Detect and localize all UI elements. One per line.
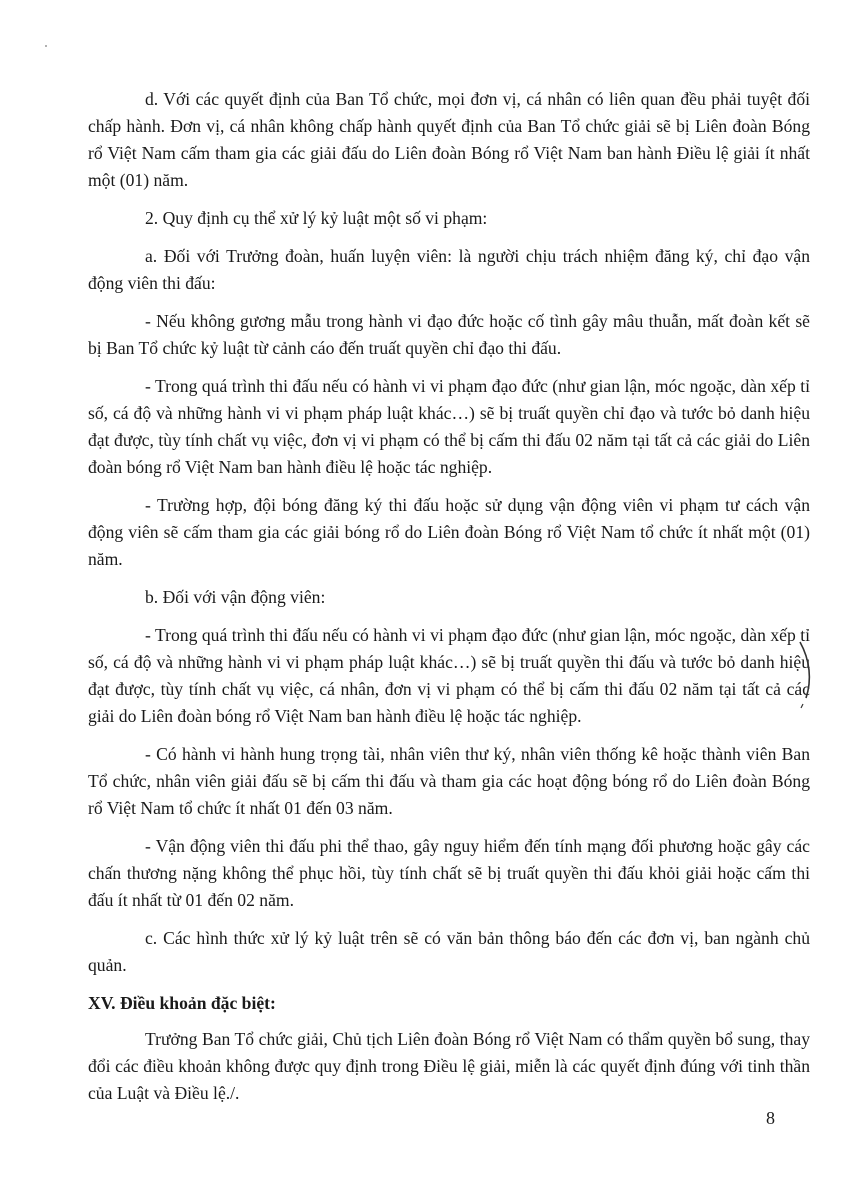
- paragraph-2b-item-3: - Vận động viên thi đấu phi thể thao, gây nguy hiểm đến tính mạng đối phương hoặc gây các chấn thương nặng không thể phục hồi, tùy tính chất sẽ bị truất quyền thi đấu khỏi giải hoặc cấm thi đấu ít nhất từ 01 đến 02 năm.: [88, 836, 810, 910]
- paragraph-2a-item-1: - Nếu không gương mẫu trong hành vi đạo đức hoặc cố tình gây mâu thuẫn, mất đoàn kết sẽ bị Ban Tổ chức kỷ luật từ cảnh cáo đến truất quyền chỉ đạo thi đấu.: [88, 311, 810, 358]
- margin-pen-mark: [796, 640, 814, 710]
- closing-paragraph: Trưởng Ban Tổ chức giải, Chủ tịch Liên đoàn Bóng rổ Việt Nam có thẩm quyền bổ sung, thay đổi các điều khoản không được quy định trong Điều lệ giải, miễn là các quyết định đúng với tinh thần của Luật và Điều lệ./.: [88, 1029, 810, 1103]
- scan-speck: [45, 45, 47, 47]
- paragraph-2a-item-2: - Trong quá trình thi đấu nếu có hành vi vi phạm đạo đức (như gian lận, móc ngoặc, dàn xếp tỉ số, cá độ và những hành vi vi phạm pháp luật khác…) sẽ bị truất quyền chỉ đạo và tước bỏ danh hiệu đạt được, tùy tính chất vụ việc, đơn vị vi phạm có thể bị cấm thi đấu 02 năm tại tất cả các giải do Liên đoàn bóng rổ Việt Nam ban hành điều lệ hoặc tác nghiệp.: [88, 376, 810, 477]
- paragraph-2c: c. Các hình thức xử lý kỷ luật trên sẽ có văn bản thông báo đến các đơn vị, ban ngành chủ quản.: [88, 928, 810, 975]
- paragraph-2b-item-1: - Trong quá trình thi đấu nếu có hành vi vi phạm đạo đức (như gian lận, móc ngoặc, dàn xếp tỉ số, cá độ và những hành vi vi phạm pháp luật khác…) sẽ bị truất quyền thi đấu và tước bỏ danh hiệu đạt được, tùy tính chất vụ việc, cá nhân, đơn vị vi phạm có thể bị cấm thi đấu 02 năm tại tất cả các giải do Liên đoàn bóng rổ Việt Nam ban hành điều lệ hoặc tác nghiệp.: [88, 625, 810, 726]
- page-number: 8: [766, 1108, 775, 1128]
- paragraph-2a: a. Đối với Trưởng đoàn, huấn luyện viên: là người chịu trách nhiệm đăng ký, chỉ đạo vận động viên thi đấu:: [88, 246, 810, 293]
- paragraph-2b-item-2: - Có hành vi hành hung trọng tài, nhân viên thư ký, nhân viên thống kê hoặc thành viên Ban Tổ chức, nhân viên giải đấu sẽ bị cấm thi đấu và tham gia các hoạt động bóng rổ do Liên đoàn Bóng rổ Việt Nam tổ chức ít nhất 01 đến 03 năm.: [88, 744, 810, 818]
- paragraph-2b: b. Đối với vận động viên:: [145, 587, 326, 607]
- section-heading: XV. Điều khoản đặc biệt:: [88, 993, 276, 1013]
- paragraph-2: 2. Quy định cụ thể xử lý kỷ luật một số vi phạm:: [145, 208, 488, 228]
- paragraph-2a-item-3: - Trường hợp, đội bóng đăng ký thi đấu hoặc sử dụng vận động viên vi phạm tư cách vận động viên sẽ cấm tham gia các giải bóng rổ do Liên đoàn Bóng rổ Việt Nam tổ chức ít nhất một (01) năm.: [88, 495, 810, 569]
- paragraph-1d: d. Với các quyết định của Ban Tổ chức, mọi đơn vị, cá nhân có liên quan đều phải tuyệt đối chấp hành. Đơn vị, cá nhân không chấp hành quyết định của Ban Tổ chức giải sẽ bị Liên đoàn Bóng rổ Việt Nam cấm tham gia các giải đấu do Liên đoàn Bóng rổ Việt Nam ban hành Điều lệ giải ít nhất một (01) năm.: [88, 89, 810, 190]
- document-body: [88, 86, 810, 1118]
